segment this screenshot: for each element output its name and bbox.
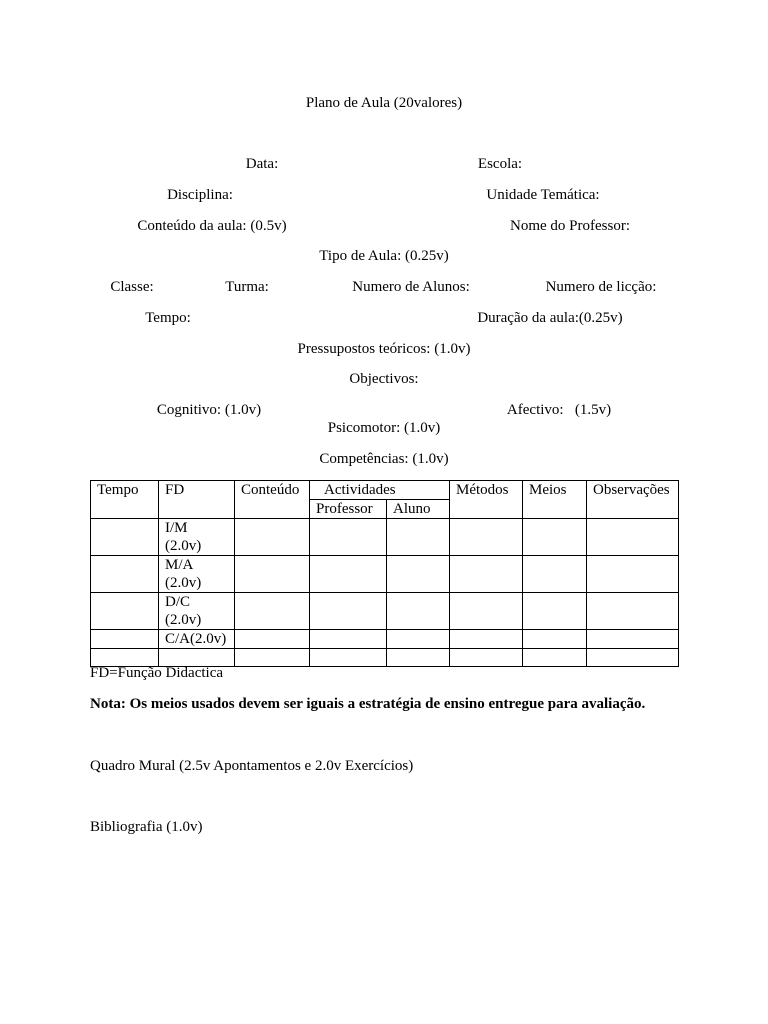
aluno-cell[interactable] bbox=[387, 649, 450, 667]
fd-value: (2.0v) bbox=[165, 612, 202, 628]
observacoes-cell[interactable] bbox=[587, 556, 679, 593]
tempo-cell[interactable] bbox=[91, 593, 159, 630]
header-professor: Professor bbox=[310, 500, 387, 519]
metodos-cell[interactable] bbox=[450, 630, 523, 649]
meios-cell[interactable] bbox=[523, 649, 587, 667]
header-tempo: Tempo bbox=[91, 481, 159, 519]
conteudo-cell[interactable] bbox=[235, 593, 310, 630]
lesson-plan-table bbox=[90, 480, 679, 667]
header-conteudo: Conteúdo bbox=[235, 481, 310, 519]
nota-text: Nota: Os meios usados devem ser iguais a estratégia de ensino entregue para avaliação. bbox=[90, 696, 646, 712]
fd-legend: FD=Função Didactica bbox=[90, 665, 224, 681]
fd-value: (2.0v) bbox=[165, 538, 202, 554]
aluno-cell[interactable] bbox=[387, 556, 450, 593]
escola-label: Escola: bbox=[477, 156, 523, 172]
fd-label: M/A bbox=[165, 557, 194, 573]
metodos-cell[interactable] bbox=[450, 649, 523, 667]
header-aluno: Aluno bbox=[387, 500, 450, 519]
fd-label: D/C bbox=[165, 594, 191, 610]
tempo-cell[interactable] bbox=[91, 519, 159, 556]
conteudo-cell[interactable] bbox=[235, 630, 310, 649]
table-row bbox=[91, 519, 679, 556]
table-row bbox=[91, 556, 679, 593]
unidade-tematica-label: Unidade Temática: bbox=[486, 187, 600, 203]
cognitivo-label: Cognitivo: (1.0v) bbox=[156, 402, 262, 418]
fd-value: (2.0v) bbox=[165, 575, 202, 591]
meios-cell[interactable] bbox=[523, 556, 587, 593]
metodos-cell[interactable] bbox=[450, 593, 523, 630]
metodos-cell[interactable] bbox=[450, 556, 523, 593]
observacoes-cell[interactable] bbox=[587, 519, 679, 556]
fd-cell bbox=[159, 593, 235, 630]
numero-alunos-label: Numero de Alunos: bbox=[352, 279, 470, 295]
duracao-label: Duração da aula:(0.25v) bbox=[477, 310, 623, 326]
header-meios: Meios bbox=[523, 481, 587, 519]
fd-label: I/M bbox=[165, 520, 188, 536]
bibliografia-label: Bibliografia (1.0v) bbox=[90, 819, 203, 835]
header-fd: FD bbox=[159, 481, 235, 519]
quadro-mural-label: Quadro Mural (2.5v Apontamentos e 2.0v Exercícios) bbox=[90, 758, 414, 774]
data-label: Data: bbox=[245, 156, 279, 172]
conteudo-aula-label: Conteúdo da aula: (0.5v) bbox=[137, 218, 287, 234]
afectivo-label: Afectivo: (1.5v) bbox=[506, 402, 612, 418]
nome-professor-label: Nome do Professor: bbox=[510, 218, 630, 234]
tempo-label: Tempo: bbox=[145, 310, 191, 326]
professor-cell[interactable] bbox=[310, 593, 387, 630]
conteudo-cell[interactable] bbox=[235, 649, 310, 667]
meios-cell[interactable] bbox=[523, 593, 587, 630]
conteudo-cell[interactable] bbox=[235, 519, 310, 556]
tempo-cell[interactable] bbox=[91, 556, 159, 593]
table-row bbox=[91, 630, 679, 649]
aluno-cell[interactable] bbox=[387, 519, 450, 556]
tipo-aula-label: Tipo de Aula: (0.25v) bbox=[319, 248, 449, 264]
numero-liccao-label: Numero de licção: bbox=[545, 279, 657, 295]
disciplina-label: Disciplina: bbox=[167, 187, 233, 203]
competencias-label: Competências: (1.0v) bbox=[319, 451, 449, 467]
observacoes-cell[interactable] bbox=[587, 593, 679, 630]
professor-cell[interactable] bbox=[310, 649, 387, 667]
professor-cell[interactable] bbox=[310, 556, 387, 593]
observacoes-cell[interactable] bbox=[587, 649, 679, 667]
professor-cell[interactable] bbox=[310, 519, 387, 556]
conteudo-cell[interactable] bbox=[235, 556, 310, 593]
page-title: Plano de Aula (20valores) bbox=[305, 95, 463, 111]
pressupostos-label: Pressupostos teóricos: (1.0v) bbox=[297, 341, 471, 357]
meios-cell[interactable] bbox=[523, 519, 587, 556]
observacoes-cell[interactable] bbox=[587, 630, 679, 649]
fd-cell bbox=[159, 630, 235, 649]
classe-label: Classe: bbox=[110, 279, 154, 295]
aluno-cell[interactable] bbox=[387, 593, 450, 630]
header-observacoes: Observações bbox=[587, 481, 679, 519]
fd-label: C/A(2.0v) bbox=[165, 631, 227, 647]
fd-cell bbox=[159, 556, 235, 593]
meios-cell[interactable] bbox=[523, 630, 587, 649]
fd-cell bbox=[159, 519, 235, 556]
aluno-cell[interactable] bbox=[387, 630, 450, 649]
tempo-cell[interactable] bbox=[91, 630, 159, 649]
objectivos-label: Objectivos: bbox=[349, 371, 419, 387]
professor-cell[interactable] bbox=[310, 630, 387, 649]
header-actividades: Actividades bbox=[310, 481, 450, 500]
psicomotor-label: Psicomotor: (1.0v) bbox=[327, 420, 441, 436]
turma-label: Turma: bbox=[225, 279, 269, 295]
table-row bbox=[91, 593, 679, 630]
header-metodos: Métodos bbox=[450, 481, 523, 519]
metodos-cell[interactable] bbox=[450, 519, 523, 556]
